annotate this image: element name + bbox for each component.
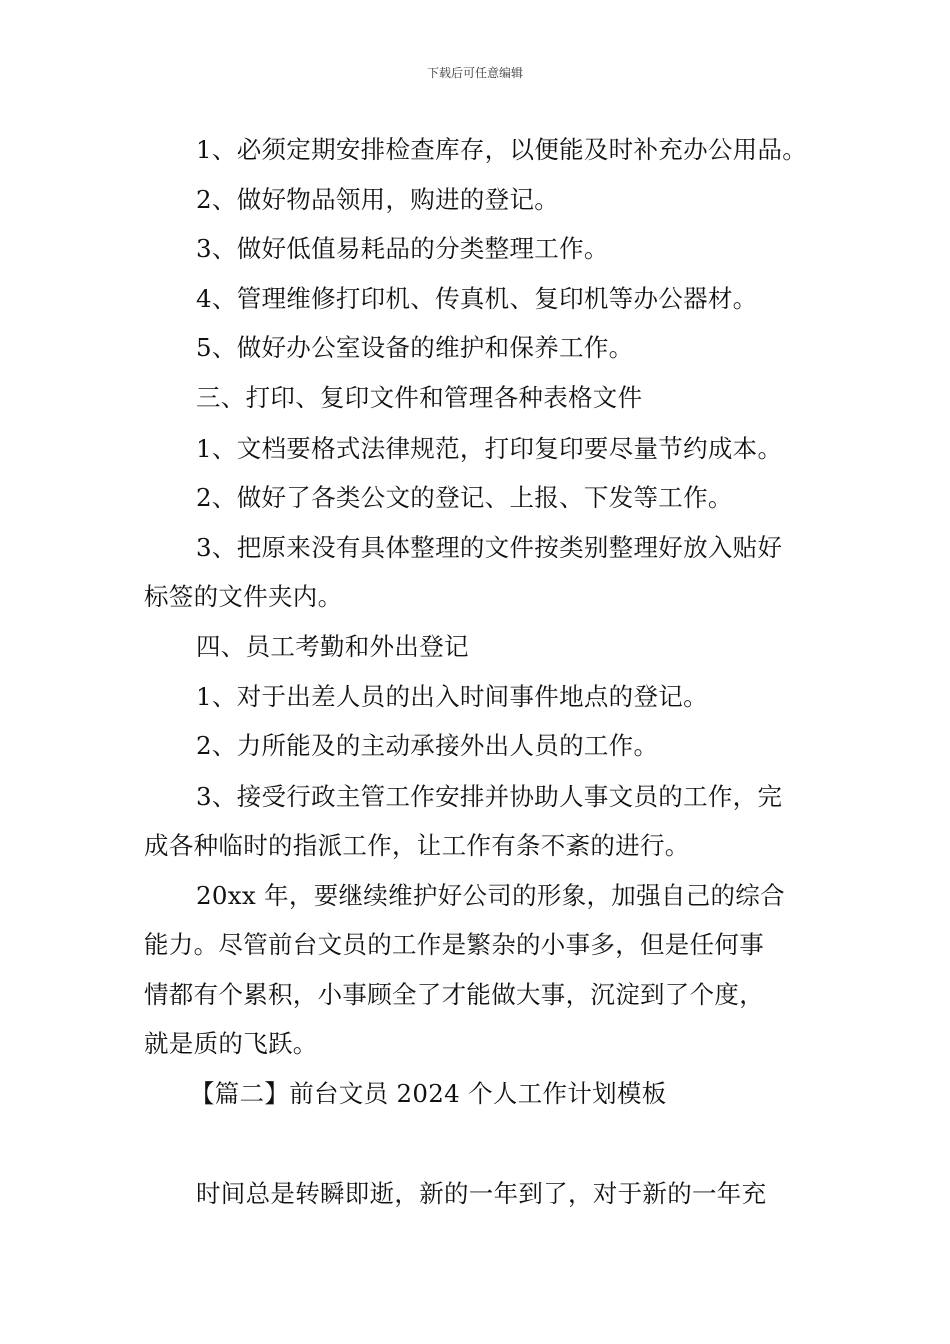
text-line: 能力。尽管前台文员的工作是繁杂的小事多，但是任何事 (144, 930, 764, 959)
text-line: 就是质的飞跃。 (144, 1029, 318, 1058)
text-line: 3、接受行政主管工作安排并协助人事文员的工作，完 (196, 782, 783, 811)
text-line: 20xx 年，要继续维护好公司的形象，加强自己的综合 (196, 881, 785, 910)
text-line: 时间总是转瞬即逝，新的一年到了，对于新的一年充 (196, 1179, 767, 1208)
section-title: 【篇二】前台文员 2024 个人工作计划模板 (190, 1079, 667, 1108)
text-line: 1、必须定期安排检查库存，以便能及时补充办公用品。 (196, 135, 808, 164)
text-line: 1、对于出差人员的出入时间事件地点的登记。 (196, 682, 708, 711)
text-line: 2、力所能及的主动承接外出人员的工作。 (196, 731, 659, 760)
text-line: 2、做好物品领用，购进的登记。 (196, 185, 560, 214)
text-line: 4、管理维修打印机、传真机、复印机等办公器材。 (196, 284, 758, 313)
text-line: 5、做好办公室设备的维护和保养工作。 (196, 333, 634, 362)
text-line: 1、文档要格式法律规范，打印复印要尽量节约成本。 (196, 434, 783, 463)
text-line: 3、把原来没有具体整理的文件按类别整理好放入贴好 (196, 533, 783, 562)
text-line: 2、做好了各类公文的登记、上报、下发等工作。 (196, 483, 733, 512)
text-line: 标签的文件夹内。 (144, 582, 343, 611)
section-heading: 三、打印、复印文件和管理各种表格文件 (196, 383, 643, 412)
page-header: 下载后可任意编辑 (426, 66, 523, 80)
section-heading: 四、员工考勤和外出登记 (196, 632, 469, 661)
text-line: 情都有个累积，小事顾全了才能做大事，沉淀到了个度， (144, 980, 764, 1009)
text-line: 3、做好低值易耗品的分类整理工作。 (196, 234, 609, 263)
text-line: 成各种临时的指派工作，让工作有条不紊的进行。 (144, 831, 690, 860)
